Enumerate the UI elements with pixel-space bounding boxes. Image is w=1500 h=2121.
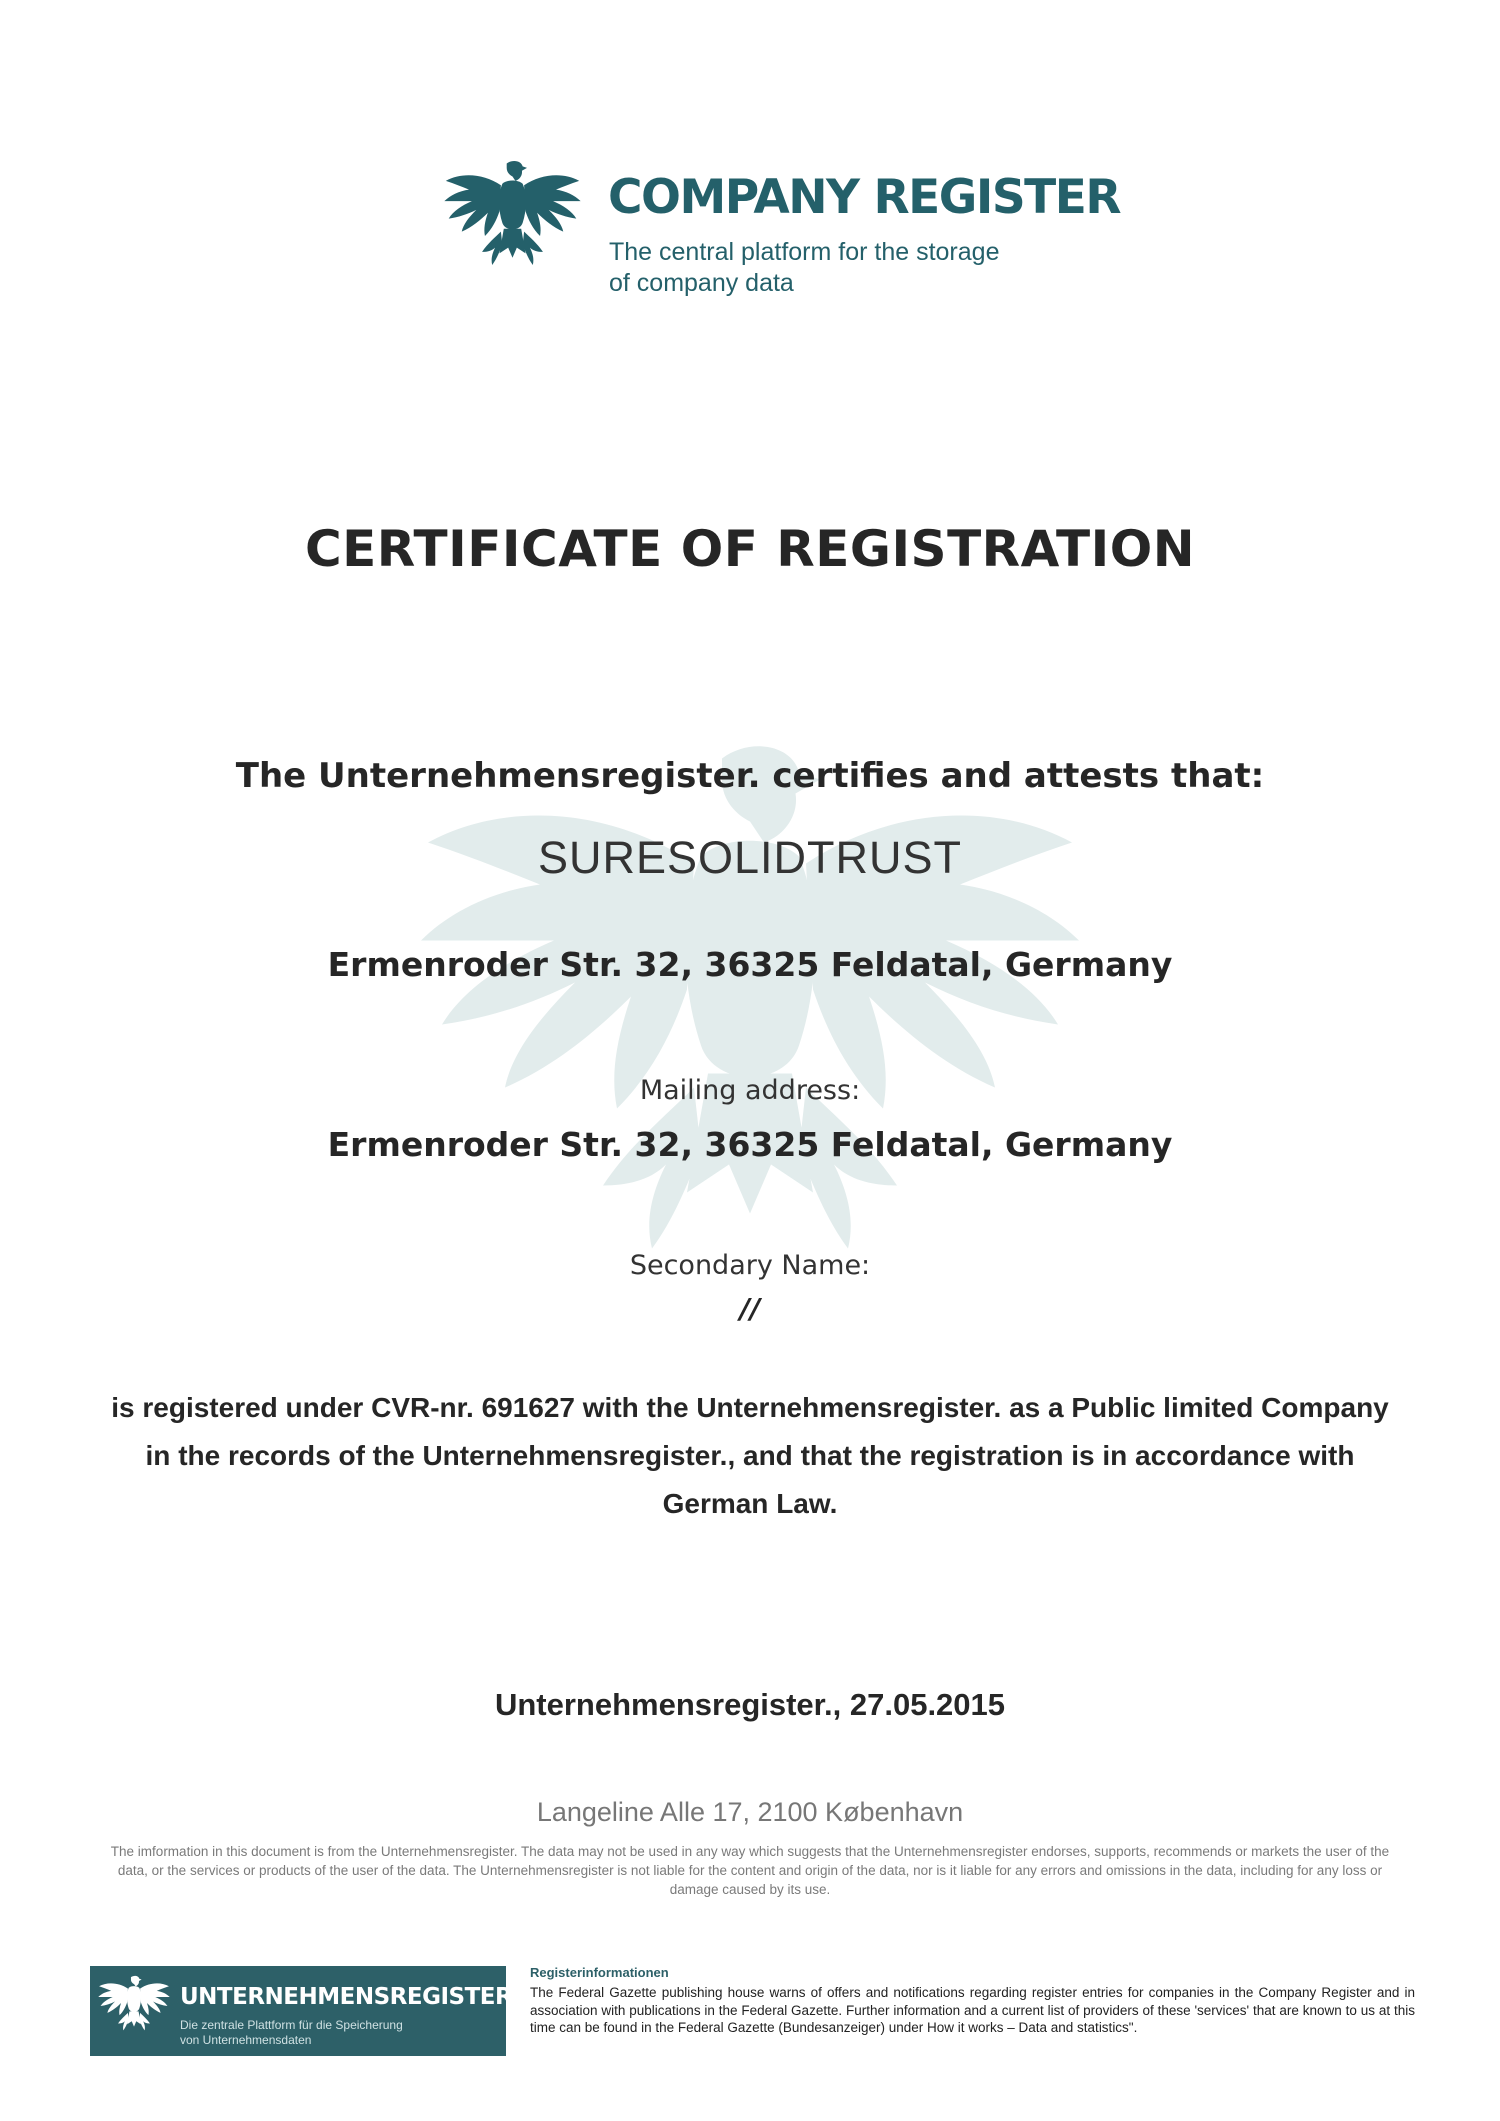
- logo-tagline-line1: The central platform for the storage: [609, 238, 1000, 266]
- footer-logo: [90, 1966, 513, 2056]
- disclaimer: The imformation in this document is from the Unternehmensregister. The data may not be used in any way which suggests that the Unternehmensregister endorses, supports, recommends or markets the user of the data, or the services or products of the user of the data. The Unternehmensregister is not liable for the content and origin of the data, nor is it liable for any errors and omissions in the data, including for any loss or damage caused by its use.: [110, 1844, 1390, 1897]
- office-address: Langeline Alle 17, 2100 København: [536, 1797, 964, 1827]
- register-info-text: The Federal Gazette publishing house warns of offers and notifications regarding register entries for companies in the Company Register and in association with publications in the Federal Gazette. Further information and a current list of providers of these 'services' that are known to us at this time can be found in the Federal Gazette (Bundesanzeiger) under How it works – Data and statistics".: [530, 1985, 1415, 2035]
- footer-logo-tagline-line1: Die zentrale Plattform für die Speicherung: [180, 2018, 403, 2032]
- signature-line: Unternehmensregister., 27.05.2015: [494, 1687, 1006, 1722]
- footer-logo-title: UNTERNEHMENSREGISTER: [180, 1984, 513, 2010]
- logo-title: COMPANY REGISTER: [608, 170, 1121, 225]
- eagle-icon: [440, 158, 585, 298]
- certifies-statement: The Unternehmensregister. certifies and attests that:: [235, 756, 1265, 796]
- eagle-icon: [96, 1974, 172, 2048]
- logo-tagline: [609, 237, 1069, 299]
- register-info-title: Registerinformationen: [530, 1965, 669, 1980]
- company-address: Ermenroder Str. 32, 36325 Feldatal, Germany: [327, 945, 1173, 984]
- mailing-address: Ermenroder Str. 32, 36325 Feldatal, Germany: [327, 1125, 1173, 1164]
- logo-tagline-line2: of company data: [609, 269, 794, 297]
- registration-statement: is registered under CVR-nr. 691627 with the Unternehmensregister. as a Public limited Company in the records of the Unternehmensregister., and that the registration is in accordance with German Law.: [111, 1392, 1389, 1519]
- secondary-name-value: //: [739, 1292, 761, 1325]
- footer-logo-tagline-line2: von Unternehmensdaten: [180, 2033, 312, 2047]
- mailing-address-label: Mailing address:: [639, 1075, 861, 1106]
- certificate-title: CERTIFICATE OF REGISTRATION: [304, 520, 1196, 578]
- company-name: SURESOLIDTRUST: [537, 832, 963, 883]
- secondary-name-label: Secondary Name:: [629, 1250, 871, 1281]
- footer-logo-tagline: [180, 2018, 480, 2048]
